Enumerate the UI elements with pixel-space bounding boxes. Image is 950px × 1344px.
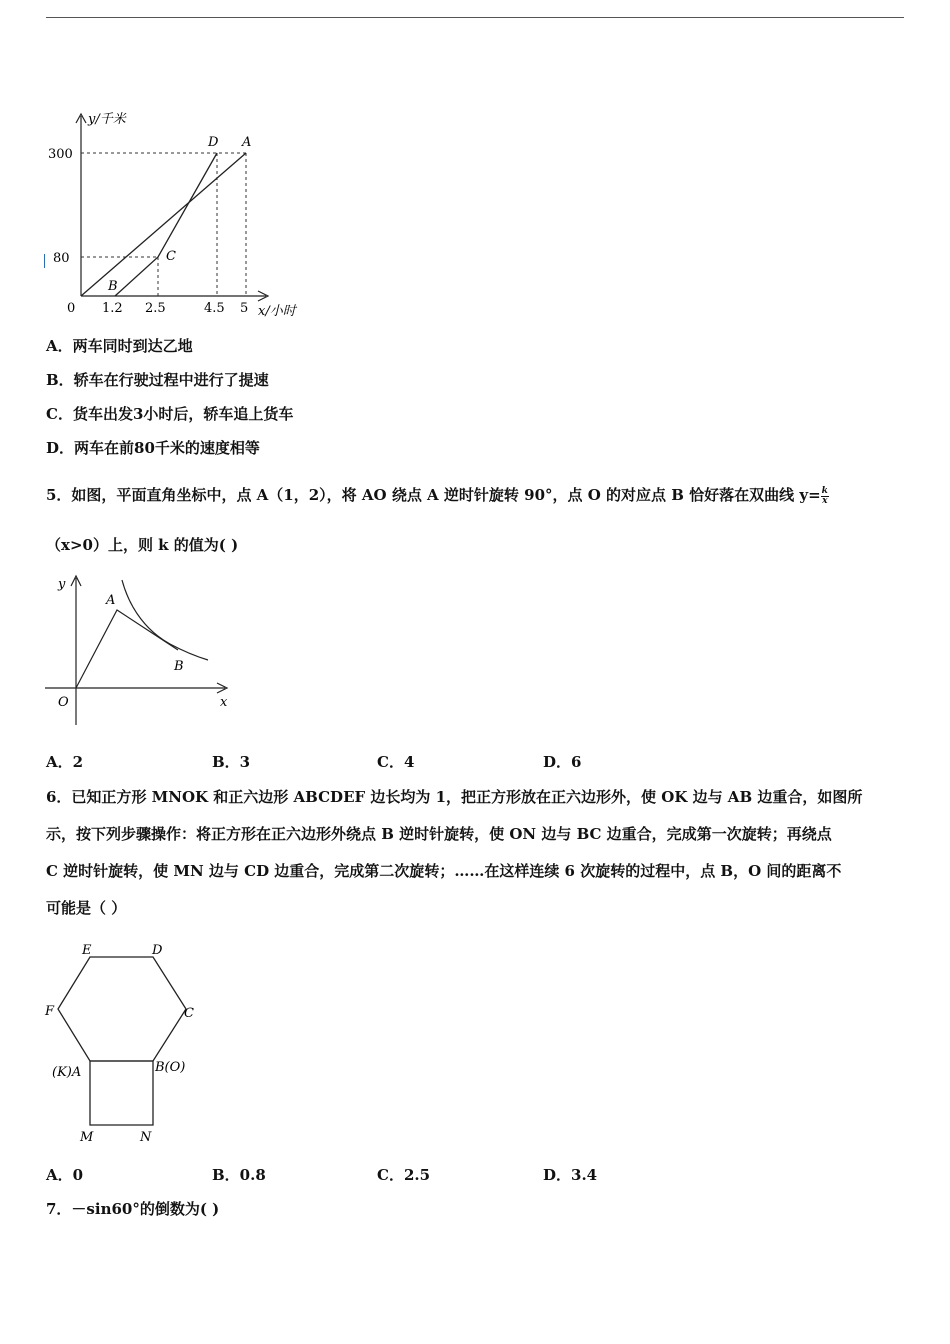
- q5-question: [46, 485, 829, 506]
- q4-label-C: C: [166, 249, 176, 264]
- q4-label-A: A: [242, 135, 252, 150]
- q6-hexagon-figure: [40, 935, 210, 1150]
- q5-label-B: B: [174, 659, 184, 674]
- q4-side-mark: [44, 254, 45, 268]
- header-rule: [46, 17, 904, 18]
- q4-ytick-80: 80: [53, 251, 70, 266]
- q4-option-d: D．两车在前80千米的速度相等: [46, 439, 260, 457]
- q6-line-2: 示，按下列步骤操作：将正方形在正六边形外绕点 B 逆时针旋转，使 ON 边与 BC 边重合，完成第一次旋转；再绕点: [46, 825, 832, 843]
- q6-option-b: B．0.8: [212, 1166, 266, 1184]
- q4-xtick-2.5: 2.5: [145, 301, 166, 316]
- q4-label-B: B: [108, 279, 118, 294]
- q5-text-line1: 5．如图，平面直角坐标中，点 A（1，2），将 AO 绕点 A 逆时针旋转 90°，点 O 的对应点 B 恰好落在双曲线 y=: [46, 486, 821, 504]
- q4-xtick-0: 0: [67, 301, 76, 316]
- q4-y-label: y/千米: [88, 112, 126, 127]
- q6-square: [90, 1061, 153, 1125]
- q6-label-M: M: [80, 1130, 94, 1145]
- q7-question: 7．－sin60°的倒数为( ): [46, 1200, 220, 1218]
- q4-xtick-1.2: 1.2: [102, 301, 123, 316]
- q5-fraction: [821, 487, 829, 506]
- q5-label-O: O: [58, 695, 69, 710]
- q6-hexagon: [58, 957, 186, 1061]
- q4-line-OA: [81, 153, 246, 296]
- q5-label-A: A: [106, 593, 116, 608]
- q6-label-C: C: [184, 1006, 194, 1021]
- q6-label-N: N: [140, 1130, 152, 1145]
- q4-option-c: C．货车出发3小时后，轿车追上货车: [46, 405, 294, 423]
- q4-line-BCD: [115, 153, 217, 296]
- q4-x-label: x/小时: [258, 304, 296, 319]
- q4-label-D: D: [208, 135, 219, 150]
- q5-label-x: x: [220, 695, 228, 710]
- q5-graph: [40, 570, 240, 730]
- q6-line-4: 可能是（ ）: [46, 899, 127, 917]
- q5-option-a: A．2: [46, 753, 84, 771]
- q4-graph: [40, 108, 315, 323]
- q6-line-3: C 逆时针旋转，使 MN 边与 CD 边重合，完成第二次旋转；……在这样连续 6 次旋转的过程中，点 B，O 间的距离不: [46, 862, 842, 880]
- q6-option-d: D．3.4: [543, 1166, 598, 1184]
- q6-line-1: 6．已知正方形 MNOK 和正六边形 ABCDEF 边长均为 1，把正方形放在正六边形外，使 OK 边与 AB 边重合，如图所: [46, 788, 863, 806]
- q6-label-F: F: [45, 1004, 55, 1019]
- q6-option-c: C．2.5: [377, 1166, 431, 1184]
- q5-text-line2: （x>0）上，则 k 的值为( ): [46, 536, 239, 554]
- q5-frac-num: k: [821, 485, 828, 496]
- q5-hyperbola: [122, 580, 208, 660]
- q6-label-D: D: [152, 943, 163, 958]
- q6-label-BO: B(O): [155, 1060, 186, 1075]
- q5-frac-den: x: [822, 495, 828, 506]
- q5-label-y: y: [58, 577, 66, 592]
- q4-xtick-4.5: 4.5: [204, 301, 225, 316]
- q6-label-E: E: [82, 943, 92, 958]
- q4-option-b: B．轿车在行驶过程中进行了提速: [46, 371, 269, 389]
- q5-segments: [76, 610, 178, 688]
- q6-label-KA: (K)A: [52, 1065, 82, 1080]
- q4-option-a: A．两车同时到达乙地: [46, 337, 193, 355]
- q5-option-c: C．4: [377, 753, 415, 771]
- q4-ytick-300: 300: [48, 147, 73, 162]
- q5-option-d: D．6: [543, 753, 582, 771]
- q5-option-b: B．3: [212, 753, 251, 771]
- q6-option-a: A．0: [46, 1166, 84, 1184]
- q4-xtick-5: 5: [240, 301, 249, 316]
